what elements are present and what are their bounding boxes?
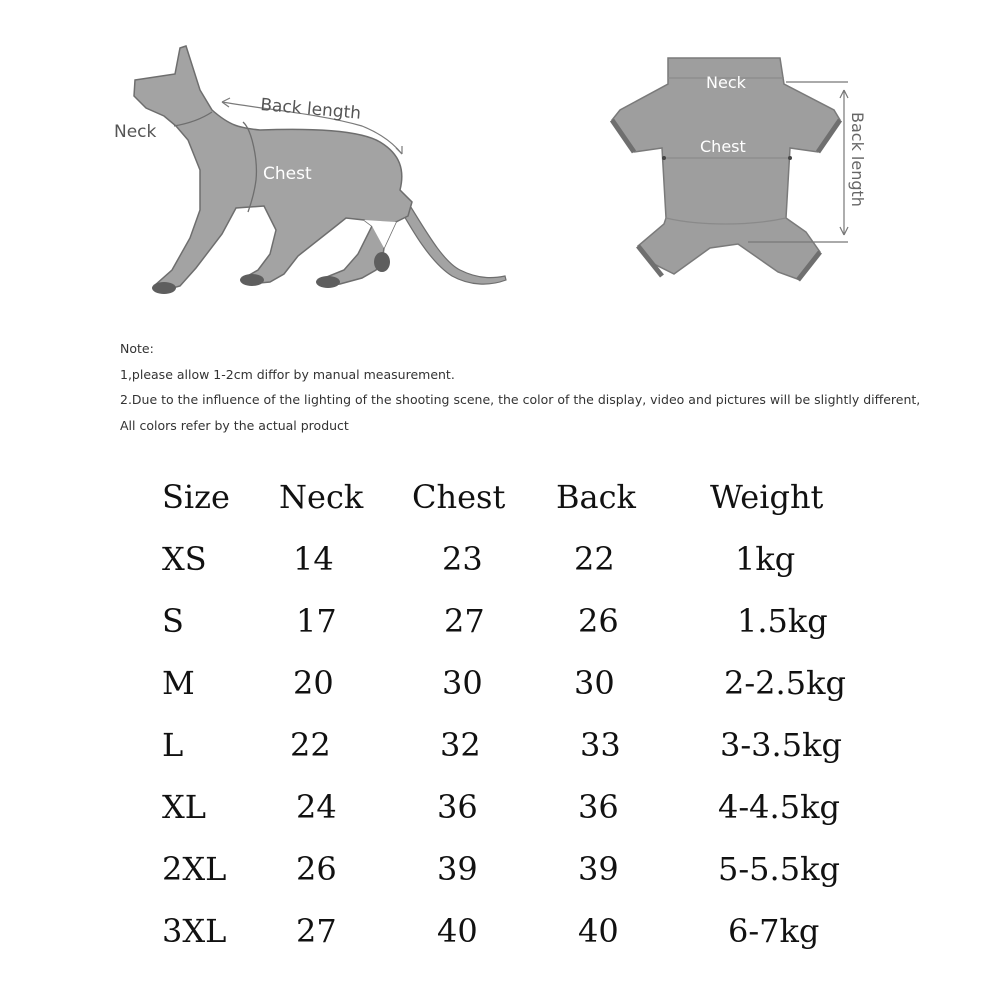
notes-section [120, 336, 920, 438]
garment-back-length-label: Back length [848, 112, 867, 207]
cell-weight: 1.5kg [737, 602, 828, 640]
cat-neck-label: Neck [114, 122, 157, 142]
cell-weight: 3-3.5kg [720, 726, 842, 764]
cell-neck: 24 [296, 788, 337, 826]
cell-chest: 27 [444, 602, 485, 640]
cell-weight: 1kg [735, 540, 796, 578]
notes-title: Note: [120, 341, 154, 356]
cell-size: S [162, 602, 184, 640]
cell-chest: 23 [442, 540, 483, 578]
cell-back: 40 [578, 912, 619, 950]
note-line-3: All colors refer by the actual product [120, 417, 349, 433]
cell-back: 33 [580, 726, 621, 764]
cell-neck: 20 [293, 664, 334, 702]
table-row [0, 664, 1000, 704]
cell-chest: 39 [437, 850, 478, 888]
table-header-row [0, 478, 1000, 518]
header-size: Size [162, 478, 230, 516]
garment-shape-icon [590, 40, 890, 300]
cell-neck: 27 [296, 912, 337, 950]
cell-weight: 5-5.5kg [718, 850, 840, 888]
note-line-1: 1,please allow 1-2cm diffor by manual measurement. [120, 366, 455, 382]
cell-back: 36 [578, 788, 619, 826]
garment-measurement-diagram [590, 40, 890, 300]
garment-neck-label: Neck [706, 73, 746, 92]
table-row [0, 726, 1000, 766]
cell-size: XS [162, 540, 207, 578]
table-row [0, 788, 1000, 828]
cat-back-length-label: Back length [259, 95, 362, 124]
cat-silhouette-icon [100, 30, 520, 310]
cell-size: XL [162, 788, 207, 826]
cell-size: M [162, 664, 195, 702]
cell-neck: 14 [293, 540, 334, 578]
garment-chest-label: Chest [700, 137, 746, 156]
header-back: Back [556, 478, 636, 516]
cell-chest: 40 [437, 912, 478, 950]
table-row [0, 540, 1000, 580]
cat-chest-label: Chest [263, 164, 312, 184]
cell-back: 22 [574, 540, 615, 578]
cell-size: L [162, 726, 184, 764]
cat-measurement-diagram [100, 30, 520, 310]
note-line-2: 2.Due to the influence of the lighting of the shooting scene, the color of the display, video and pictures will be slightly different, [120, 392, 921, 407]
table-row [0, 850, 1000, 890]
cell-back: 26 [578, 602, 619, 640]
cell-weight: 2-2.5kg [724, 664, 846, 702]
cell-chest: 32 [440, 726, 481, 764]
cell-back: 30 [574, 664, 615, 702]
cell-back: 39 [578, 850, 619, 888]
cell-size: 2XL [162, 850, 227, 888]
cell-neck: 22 [290, 726, 331, 764]
table-row [0, 912, 1000, 952]
cell-chest: 30 [442, 664, 483, 702]
cell-neck: 26 [296, 850, 337, 888]
cell-size: 3XL [162, 912, 227, 950]
header-neck: Neck [279, 478, 364, 516]
cell-chest: 36 [437, 788, 478, 826]
header-weight: Weight [710, 478, 824, 516]
cell-weight: 6-7kg [728, 912, 820, 950]
header-chest: Chest [412, 478, 506, 516]
cell-neck: 17 [296, 602, 337, 640]
table-row [0, 602, 1000, 642]
cell-weight: 4-4.5kg [718, 788, 840, 826]
